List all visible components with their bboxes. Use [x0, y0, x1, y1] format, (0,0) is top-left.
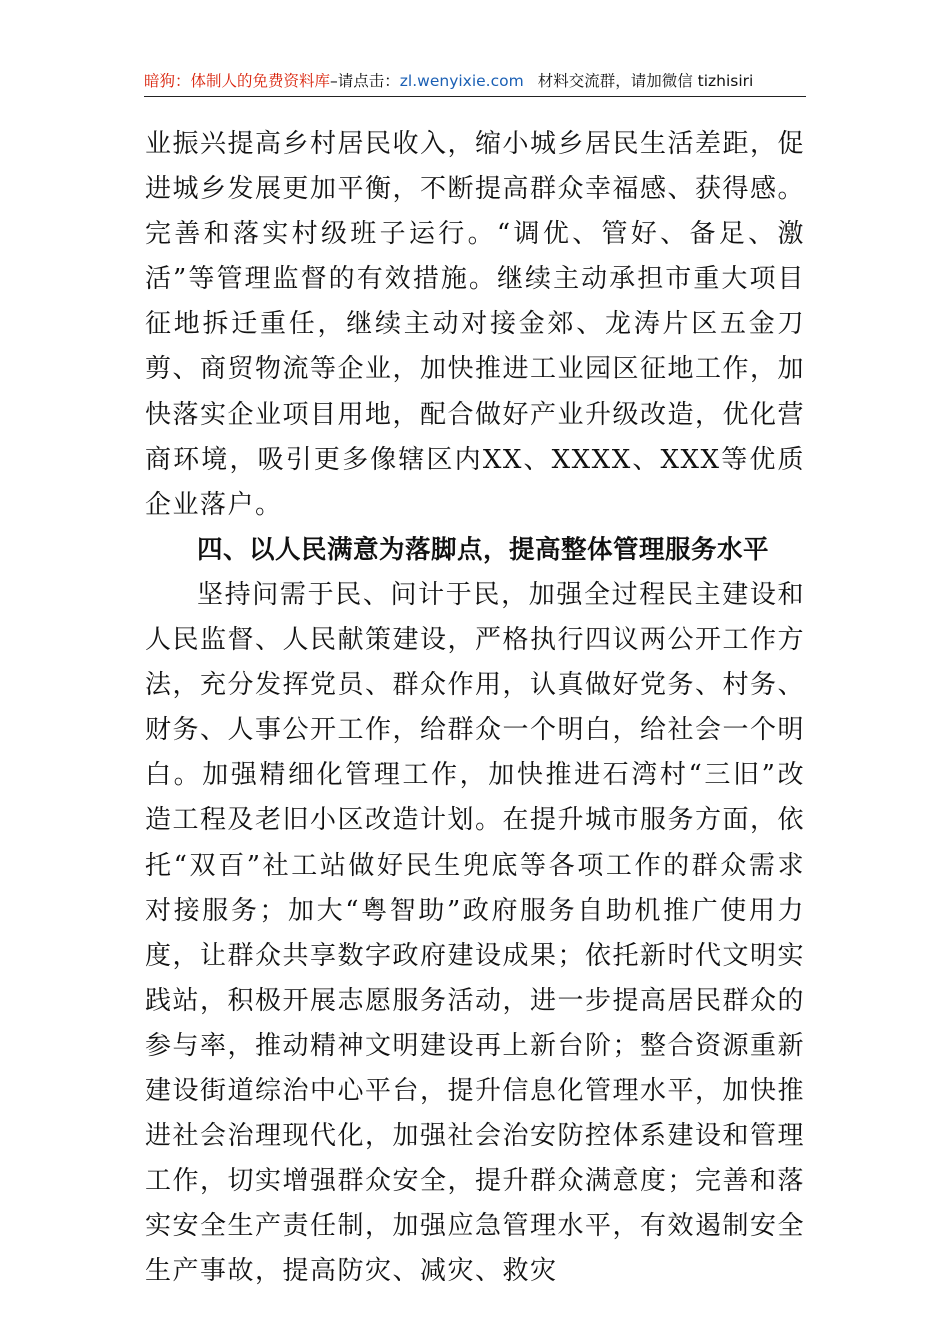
page-header: [144, 66, 806, 97]
paragraph-rural-revitalization: 业振兴提高乡村居民收入，缩小城乡居民生活差距，促进城乡发展更加平衡，不断提高群众幸福感、获得感。完善和落实村级班子运行。“调优、管好、备足、激活”等管理监督的有效措施。继续主动承担市重大项目征地拆迁重任，继续主动对接金郊、龙涛片区五金刀剪、商贸物流等企业，加快推进工业园区征地工作，加快落实企业项目用地，配合做好产业升级改造，优化营商环境，吸引更多像辖区内XX、XXXX、XXX等优质企业落户。: [145, 129, 806, 520]
header-group-text: 材料交流群，请加微信 tizhisiri: [537, 72, 754, 90]
section-heading-4: 四、以人民满意为落脚点，提高整体管理服务水平: [197, 534, 770, 565]
paragraph-public-service: 坚持问需于民、问计于民，加强全过程民主建设和人民监督、人民献策建设，严格执行四议两公开工作方法，充分发挥党员、群众作用，认真做好党务、村务、财务、人事公开工作，给群众一个明白，给社会一个明白。加强精细化管理工作，加快推进石湾村“三旧”改造工程及老旧小区改造计划。在提升城市服务方面，依托“双百”社工站做好民生兜底等各项工作的群众需求对接服务；加大“粤智助”政府服务自助机推广使用力度，让群众共享数字政府建设成果；依托新时代文明实践站，积极开展志愿服务活动，进一步提高居民群众的参与率，推动精神文明建设再上新台阶；整合资源重新建设街道综治中心平台，提升信息化管理水平，加快推进社会治理现代化，加强社会治安防控体系建设和管理工作，切实增强群众安全，提升群众满意度；完善和落实安全生产责任制，加强应急管理水平，有效遏制安全生产事故，提高防灾、减灾、救灾: [145, 579, 806, 1287]
header-url-link[interactable]: zl.wenyixie.com: [399, 72, 524, 90]
header-brand: 暗狗：体制人的免费资料库: [144, 72, 331, 90]
header-click-prompt: –请点击：: [330, 72, 400, 90]
document-body: [145, 122, 805, 1294]
